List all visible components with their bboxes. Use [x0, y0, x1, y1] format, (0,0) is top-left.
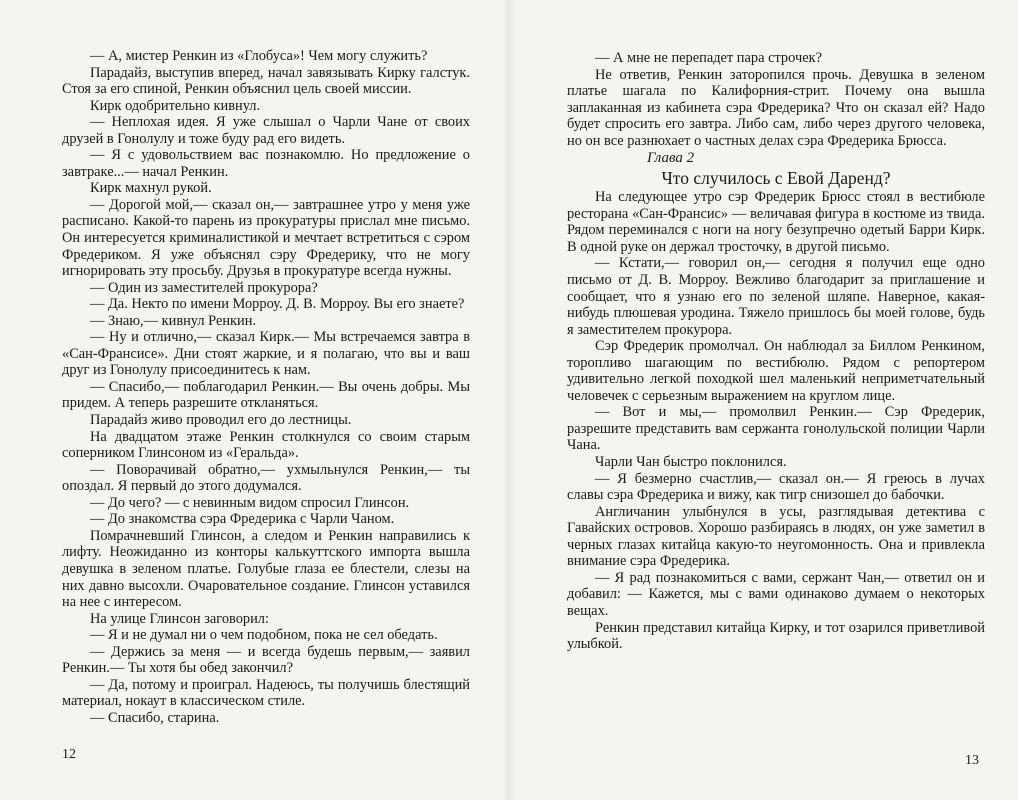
paragraph: — Я и не думал ни о чем подобном, пока не сел обедать. — [90, 627, 438, 644]
paragraph: — Дорогой мой,— сказал он,— завтрашнее утро у меня уже расписано. Какой-то парень из прокуратуры прислал мне письмо. Он интересуется криминалистикой и мечтает встретиться с сэром Фредериком. Я уже объяснял сэру Фредерику, что не могу игнорировать эту просьбу. Друзья в прокуратуре всегда нужны. — [62, 196, 470, 280]
paragraph: — Я с удовольствием вас познакомлю. Но предложение о завтраке...— начал Ренкин. — [62, 147, 470, 180]
paragraph: — Неплохая идея. Я уже слышал о Чарли Чане от своих друзей в Гонолулу и тоже буду рад его видеть. — [62, 114, 470, 147]
paragraph: На двадцатом этаже Ренкин столкнулся со своим старым соперником Глинсоном из «Геральда». — [62, 428, 470, 462]
paragraph: Англичанин улыбнулся в усы, разглядывая детектива с Гавайских островов. Хорошо разбираясь в людях, он уже заметил в черных глазах китайца какую-то неугомонность. Она и привлекла внимание сэра Фредерика. — [567, 503, 985, 570]
right-page — [509, 0, 1018, 800]
paragraph: — А, мистер Ренкин из «Глобуса»! Чем могу служить? — [90, 48, 428, 64]
chapter-label: Глава 2 — [647, 150, 695, 167]
paragraph: — Спасибо,— поблагодарил Ренкин.— Вы очень добры. Мы придем. А теперь разрешите откланяться. — [62, 378, 470, 412]
paragraph: — Кстати,— говорил он,— сегодня я получил еще одно письмо от Д. В. Морроу. Вежливо благодарит за приглашение и сообщает, что я узнаю его по зеленой шляпе. Наверное, какая-нибудь плюшевая уродина. Тяжело пришлось бы моей голове, будь я заместителем прокурора. — [567, 255, 985, 338]
paragraph: — Спасибо, старина. — [90, 709, 220, 726]
paragraph: Кирк махнул рукой. — [90, 180, 212, 197]
right-page-text — [567, 50, 985, 653]
left-page-text — [62, 48, 470, 726]
paragraph: Парадайз живо проводил его до лестницы. — [90, 412, 352, 429]
paragraph: Ренкин представил китайца Кирку, и тот озарился приветливой улыбкой. — [567, 619, 985, 653]
page-number-right: 13 — [965, 753, 979, 768]
paragraph: Парадайз, выступив вперед, начал завязывать Кирку галстук. Стоя за его спиной, Ренкин объяснил цель своей миссии. — [62, 64, 470, 98]
paragraph: — Я рад познакомиться с вами, сержант Чан,— ответил он и добавил: — Кажется, мы с вами одинаково думаем о некоторых вещах. — [567, 569, 985, 619]
paragraph: — Держись за меня — и всегда будешь первым,— заявил Ренкин.— Ты хотя бы обед закончил? — [62, 643, 470, 677]
paragraph: — Один из заместителей прокурора? — [90, 279, 318, 296]
paragraph: Не ответив, Ренкин заторопился прочь. Девушка в зеленом платье шагала по Калифорния-стрит. Почему она вышла заплаканная из кабинета сэра Фредерика? Что он сказал ей? Надо будет спросить его завтра. Либо сам, либо через другого человека, но он все разнюхает о частных делах сэра Фредерика Брюсса. — [567, 66, 985, 149]
page-number-left: 12 — [62, 747, 76, 762]
paragraph: — Да. Некто по имени Морроу. Д. В. Морроу. Вы его знаете? — [90, 296, 465, 313]
paragraph: — Поворачивай обратно,— ухмыльнулся Ренкин,— ты опоздал. Я первый до этого додумался. — [62, 461, 470, 495]
paragraph: — Вот и мы,— промолвил Ренкин.— Сэр Фредерик, разрешите представить вам сержанта гонолульской полиции Чарли Чана. — [567, 404, 985, 454]
paragraph: На следующее утро сэр Фредерик Брюсс стоял в вестибюле ресторана «Сан-Франсис» — величавая фигура в костюме из твида. Рядом переминался с ноги на ногу безупречно одетый Барри Кирк. В одной руке он держал тросточку, в другой письмо. — [567, 189, 985, 255]
paragraph: — Ну и отлично,— сказал Кирк.— Мы встречаемся завтра в «Сан-Франсисе». Дни стоят жаркие, и я полагаю, что вы и ваш друг из Гонолулу присоединитесь к нам. — [62, 329, 470, 379]
paragraph: — А мне не перепадет пара строчек? — [595, 50, 822, 66]
chapter-title: Что случилось с Евой Даренд? — [661, 168, 891, 189]
paragraph: На улице Глинсон заговорил: — [90, 610, 269, 627]
paragraph: — Я безмерно счастлив,— сказал он.— Я греюсь в лучах славы сэра Фредерика и вижу, как тигр снизошел до бабочки. — [567, 470, 985, 504]
paragraph: Помрачневший Глинсон, а следом и Ренкин направились к лифту. Неожиданно из конторы калькуттского импорта вышла девушка в зеленом платье. Голубые глаза ее блестели, слезы на них давно высохли. Очаровательное создание. Глинсон уставился на нее с интересом. — [62, 527, 470, 611]
paragraph: — До чего? — с невинным видом спросил Глинсон. — [90, 494, 410, 511]
paragraph: — Знаю,— кивнул Ренкин. — [90, 312, 257, 329]
paragraph: Сэр Фредерик промолчал. Он наблюдал за Биллом Ренкином, торопливо шагающим по вестибюлю. Рядом с репортером удивительно легкой походкой шел маленький неприметчательный человечек с серьезным выражением на круглом лице. — [567, 338, 985, 404]
paragraph: Чарли Чан быстро поклонился. — [595, 454, 787, 471]
paragraph: Кирк одобрительно кивнул. — [90, 97, 261, 114]
paragraph: — До знакомства сэра Фредерика с Чарли Чаном. — [90, 511, 395, 528]
paragraph: — Да, потому и проиграл. Надеюсь, ты получишь блестящий материал, нокаут в классическом стиле. — [62, 676, 470, 710]
